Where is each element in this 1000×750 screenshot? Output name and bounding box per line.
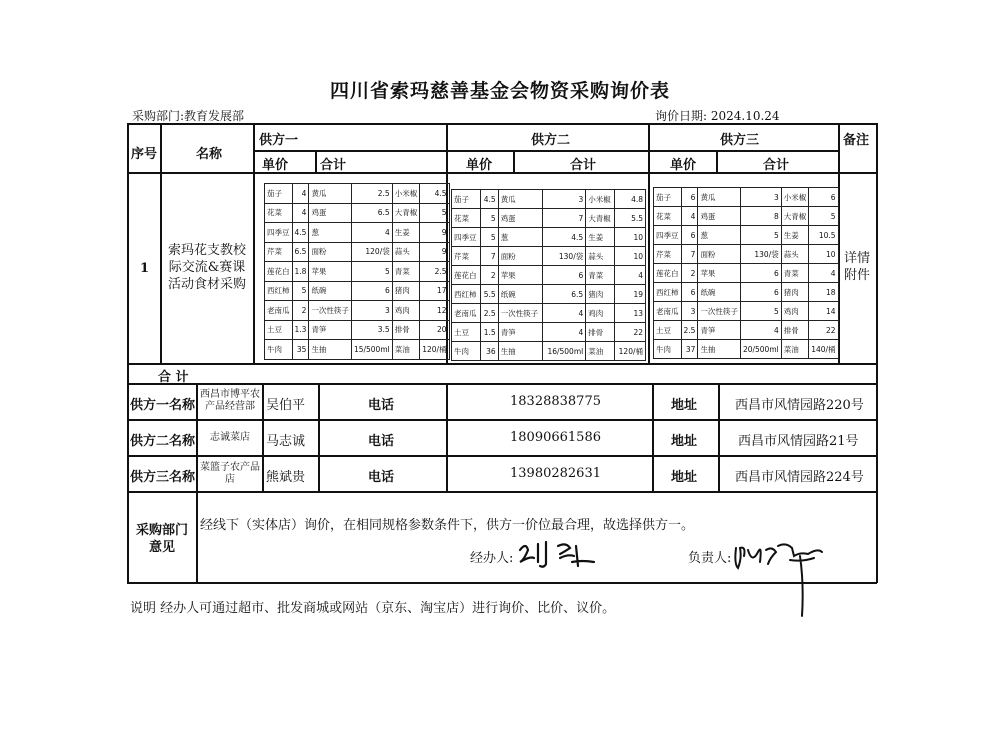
quote-item-name: 土豆 <box>452 323 481 342</box>
department-label: 采购部门:教育发展部 <box>132 109 245 123</box>
supplier2-phone-label: 电话 <box>368 434 395 449</box>
quote-item-price: 22 <box>615 323 646 342</box>
quote-row <box>452 266 646 285</box>
header-seq: 序号 <box>131 147 158 162</box>
supplier1-address: 西昌市风情园路220号 <box>735 398 864 413</box>
quote-item-price: 130/袋 <box>543 247 586 266</box>
quote-row <box>654 283 839 302</box>
supplier2-quote-table <box>451 189 646 361</box>
quote-item-price: 2 <box>681 264 698 283</box>
quote-item-name: 西红柿 <box>654 283 682 302</box>
quote-row <box>452 304 646 323</box>
quote-item-price: 20/500ml <box>740 340 781 359</box>
quote-row <box>265 184 450 204</box>
supplier3-quote-table <box>653 187 839 359</box>
quote-item-price: 17 <box>420 281 449 301</box>
quote-item-price: 5.5 <box>615 209 646 228</box>
quote-item-price: 16/500ml <box>543 342 586 361</box>
quote-row <box>265 281 450 301</box>
quote-item-price: 6 <box>681 226 698 245</box>
quote-item-name: 四季豆 <box>265 223 293 243</box>
header-remark: 备注 <box>843 133 870 148</box>
quote-item-name: 蒜头 <box>586 247 615 266</box>
quote-item-name: 四季豆 <box>654 226 682 245</box>
quote-item-price: 4 <box>809 264 838 283</box>
header-unit-price-3: 单价 <box>670 158 697 173</box>
quote-item-name: 面粉 <box>698 245 741 264</box>
quote-item-price: 6 <box>740 283 781 302</box>
quote-item-name: 猪肉 <box>392 281 420 301</box>
quote-row <box>654 302 839 321</box>
quote-item-price: 37 <box>681 340 698 359</box>
supplier2-address-label: 地址 <box>671 434 698 449</box>
quote-item-name: 苹果 <box>498 266 543 285</box>
quote-item-name: 鸡蛋 <box>309 203 352 223</box>
footnote: 说明 经办人可通过超市、批发商城或网站（京东、淘宝店）进行询价、比价、议价。 <box>130 601 616 616</box>
quote-item-price: 6 <box>809 188 838 207</box>
quote-item-name: 青笋 <box>498 323 543 342</box>
quote-item-name: 鸡肉 <box>392 301 420 321</box>
quote-item-name: 青菜 <box>586 266 615 285</box>
header-supplier3: 供方三 <box>720 133 760 148</box>
quote-item-price: 6.5 <box>543 285 586 304</box>
quote-item-price: 4.8 <box>615 190 646 209</box>
leader-label: 负责人: <box>688 551 732 566</box>
quote-row <box>265 301 450 321</box>
supplier2-label: 供方二名称 <box>130 434 196 449</box>
quote-item-name: 牛肉 <box>654 340 682 359</box>
quote-item-name: 土豆 <box>654 321 682 340</box>
quote-item-price: 1.3 <box>292 320 309 340</box>
quote-item-name: 鸡肉 <box>586 304 615 323</box>
quote-item-name: 鸡蛋 <box>698 207 741 226</box>
quote-item-price: 4.5 <box>543 228 586 247</box>
quote-item-name: 苹果 <box>698 264 741 283</box>
quote-item-name: 土豆 <box>265 320 293 340</box>
quote-item-price: 3 <box>740 188 781 207</box>
quote-row <box>452 209 646 228</box>
quote-item-price: 9 <box>420 223 449 243</box>
quote-item-price: 10 <box>809 245 838 264</box>
header-supplier2: 供方二 <box>531 133 571 148</box>
item-seq: 1 <box>140 261 150 276</box>
quote-item-name: 牛肉 <box>265 340 293 360</box>
quote-item-price: 6 <box>351 281 392 301</box>
opinion-text: 经线下（实体店）询价，在相同规格参数条件下，供方一价位最合理，故选择供方一。 <box>200 518 695 533</box>
quote-item-name: 一次性筷子 <box>309 301 352 321</box>
quote-item-name: 蒜头 <box>781 245 809 264</box>
quote-item-name: 葱 <box>309 223 352 243</box>
quote-row <box>265 320 450 340</box>
quote-item-price: 2.5 <box>480 304 498 323</box>
quote-item-price: 5.5 <box>480 285 498 304</box>
supplier3-address-label: 地址 <box>671 470 698 485</box>
quote-item-name: 黄瓜 <box>309 184 352 204</box>
quote-item-price: 6 <box>740 264 781 283</box>
quote-item-name: 纸碗 <box>498 285 543 304</box>
supplier3-phone-label: 电话 <box>368 470 395 485</box>
quote-item-price: 6 <box>681 188 698 207</box>
quote-item-price: 6.5 <box>351 203 392 223</box>
quote-item-price: 2.5 <box>681 321 698 340</box>
supplier3-contact: 熊斌贵 <box>266 470 306 485</box>
quote-item-name: 猪肉 <box>586 285 615 304</box>
quote-item-price: 2.5 <box>420 262 449 282</box>
quote-item-name: 面粉 <box>309 242 352 262</box>
quote-row <box>654 340 839 359</box>
quote-item-name: 生姜 <box>586 228 615 247</box>
quote-item-price: 130/袋 <box>740 245 781 264</box>
quote-item-name: 菜油 <box>392 340 420 360</box>
quote-item-price: 120/桶 <box>420 340 449 360</box>
quote-item-price: 20 <box>420 320 449 340</box>
quote-item-name: 芹菜 <box>452 247 481 266</box>
quote-item-name: 蒜头 <box>392 242 420 262</box>
supplier1-phone-label: 电话 <box>368 398 395 413</box>
quote-row <box>265 223 450 243</box>
quote-item-name: 排骨 <box>781 321 809 340</box>
supplier1-shop: 西昌市博平农产品经营部 <box>200 389 260 412</box>
quote-row <box>654 207 839 226</box>
quote-item-name: 大青椒 <box>586 209 615 228</box>
quote-item-name: 小米椒 <box>781 188 809 207</box>
quote-item-price: 5 <box>740 302 781 321</box>
quote-item-price: 10 <box>615 228 646 247</box>
quote-row <box>265 262 450 282</box>
quote-item-name: 青菜 <box>781 264 809 283</box>
quote-item-price: 120/袋 <box>351 242 392 262</box>
quote-item-price: 1.5 <box>480 323 498 342</box>
quote-item-price: 10.5 <box>809 226 838 245</box>
handler-signature <box>516 536 600 572</box>
quote-item-price: 7 <box>681 245 698 264</box>
quote-row <box>452 190 646 209</box>
quote-item-price: 3 <box>543 190 586 209</box>
quote-item-price: 5 <box>292 281 309 301</box>
quote-item-price: 8 <box>740 207 781 226</box>
quote-row <box>452 323 646 342</box>
quote-item-price: 36 <box>480 342 498 361</box>
item-name: 索玛花支教校际交流&赛课活动食材采购 <box>167 243 246 292</box>
quote-item-price: 35 <box>292 340 309 360</box>
quote-item-price: 3 <box>681 302 698 321</box>
quote-item-price: 4 <box>292 184 309 204</box>
quote-item-price: 2.5 <box>351 184 392 204</box>
quote-row <box>654 188 839 207</box>
quote-item-name: 牛肉 <box>452 342 481 361</box>
quote-item-price: 3 <box>351 301 392 321</box>
quote-row <box>654 226 839 245</box>
quote-item-name: 一次性筷子 <box>498 304 543 323</box>
supplier3-label: 供方三名称 <box>130 470 196 485</box>
quote-item-name: 青菜 <box>392 262 420 282</box>
quote-item-name: 大青椒 <box>781 207 809 226</box>
quote-item-name: 四季豆 <box>452 228 481 247</box>
quote-item-name: 黄瓜 <box>498 190 543 209</box>
quote-item-name: 芹菜 <box>654 245 682 264</box>
supplier1-address-label: 地址 <box>671 398 698 413</box>
quote-item-name: 黄瓜 <box>698 188 741 207</box>
header-total-1: 合计 <box>320 158 347 173</box>
quote-item-price: 5 <box>480 209 498 228</box>
supplier2-address: 西昌市风情园路21号 <box>738 434 859 449</box>
quote-row <box>654 245 839 264</box>
quote-item-price: 4 <box>292 203 309 223</box>
leader-signature <box>730 534 840 624</box>
quote-item-name: 菜油 <box>586 342 615 361</box>
header-supplier1: 供方一 <box>259 133 299 148</box>
quote-item-name: 小米椒 <box>392 184 420 204</box>
quote-row <box>452 228 646 247</box>
quote-row <box>452 342 646 361</box>
quote-item-name: 小米椒 <box>586 190 615 209</box>
quote-item-price: 18 <box>809 283 838 302</box>
quote-item-price: 4 <box>543 304 586 323</box>
quote-item-name: 花菜 <box>654 207 682 226</box>
quote-item-price: 9 <box>420 242 449 262</box>
quote-item-name: 纸碗 <box>698 283 741 302</box>
supplier2-shop: 志诚菜店 <box>210 432 250 443</box>
quote-item-price: 13 <box>615 304 646 323</box>
inquiry-date: 询价日期: 2024.10.24 <box>655 109 780 123</box>
quote-item-price: 5 <box>740 226 781 245</box>
quote-item-price: 14 <box>809 302 838 321</box>
quote-item-price: 4 <box>681 207 698 226</box>
quote-row <box>265 203 450 223</box>
supplier1-label: 供方一名称 <box>130 398 196 413</box>
form-title: 四川省索玛慈善基金会物资采购询价表 <box>329 80 670 102</box>
quote-item-price: 120/桶 <box>615 342 646 361</box>
quote-item-price: 5 <box>420 203 449 223</box>
quote-item-name: 鸡肉 <box>781 302 809 321</box>
quote-item-price: 10 <box>615 247 646 266</box>
quote-item-price: 22 <box>809 321 838 340</box>
quote-item-price: 5 <box>480 228 498 247</box>
quote-item-price: 6 <box>681 283 698 302</box>
quote-row <box>654 321 839 340</box>
header-unit-price-1: 单价 <box>262 158 289 173</box>
quote-item-price: 4 <box>740 321 781 340</box>
quote-item-price: 6 <box>543 266 586 285</box>
quote-row <box>265 242 450 262</box>
supplier1-phone: 18328838775 <box>510 394 601 409</box>
quote-item-name: 青笋 <box>309 320 352 340</box>
quote-item-price: 7 <box>480 247 498 266</box>
quote-item-name: 芹菜 <box>265 242 293 262</box>
quote-item-price: 4.5 <box>420 184 449 204</box>
quote-item-price: 5 <box>351 262 392 282</box>
opinion-label: 采购部门意见 <box>135 523 188 555</box>
quote-row <box>452 285 646 304</box>
handler-label: 经办人: <box>470 551 514 566</box>
quote-item-name: 纸碗 <box>309 281 352 301</box>
quote-item-name: 生抽 <box>698 340 741 359</box>
quote-item-price: 6.5 <box>292 242 309 262</box>
quote-item-name: 莲花白 <box>452 266 481 285</box>
supplier3-address: 西昌市风情园路224号 <box>735 470 864 485</box>
quote-item-name: 老南瓜 <box>654 302 682 321</box>
quote-item-name: 葱 <box>498 228 543 247</box>
quote-item-name: 花菜 <box>265 203 293 223</box>
quote-item-name: 老南瓜 <box>452 304 481 323</box>
quote-item-name: 莲花白 <box>654 264 682 283</box>
quote-item-name: 茄子 <box>265 184 293 204</box>
quote-item-name: 生抽 <box>309 340 352 360</box>
quote-item-price: 19 <box>615 285 646 304</box>
quote-row <box>265 340 450 360</box>
supplier1-contact: 吴伯平 <box>266 398 306 413</box>
quote-item-price: 4 <box>615 266 646 285</box>
item-remark: 详情附件 <box>843 251 870 283</box>
quote-item-name: 苹果 <box>309 262 352 282</box>
supplier1-quote-table <box>264 183 450 360</box>
quote-item-name: 生抽 <box>498 342 543 361</box>
quote-row <box>654 264 839 283</box>
quote-item-name: 西红柿 <box>265 281 293 301</box>
quote-item-price: 4 <box>543 323 586 342</box>
quote-item-name: 猪肉 <box>781 283 809 302</box>
quote-item-name: 一次性筷子 <box>698 302 741 321</box>
quote-item-name: 菜油 <box>781 340 809 359</box>
quote-item-price: 4 <box>351 223 392 243</box>
quote-item-price: 140/桶 <box>809 340 838 359</box>
supplier2-phone: 18090661586 <box>510 430 601 445</box>
quote-item-name: 大青椒 <box>392 203 420 223</box>
quote-item-name: 青笋 <box>698 321 741 340</box>
quote-item-price: 2 <box>480 266 498 285</box>
quote-item-name: 面粉 <box>498 247 543 266</box>
quote-item-name: 生姜 <box>392 223 420 243</box>
quote-item-name: 排骨 <box>586 323 615 342</box>
quote-item-price: 12 <box>420 301 449 321</box>
quote-item-price: 5 <box>809 207 838 226</box>
quote-item-name: 茄子 <box>654 188 682 207</box>
supplier2-contact: 马志诚 <box>266 434 306 449</box>
quote-item-price: 3.5 <box>351 320 392 340</box>
header-total-2: 合计 <box>570 158 597 173</box>
quote-item-name: 茄子 <box>452 190 481 209</box>
quote-item-price: 2 <box>292 301 309 321</box>
quote-item-name: 老南瓜 <box>265 301 293 321</box>
header-total-3: 合计 <box>763 158 790 173</box>
quote-item-name: 鸡蛋 <box>498 209 543 228</box>
quote-item-name: 生姜 <box>781 226 809 245</box>
quote-item-name: 排骨 <box>392 320 420 340</box>
supplier3-phone: 13980282631 <box>510 466 601 481</box>
quote-item-name: 西红柿 <box>452 285 481 304</box>
header-name: 名称 <box>196 147 223 162</box>
total-row-label: 合 计 <box>158 370 189 385</box>
quote-item-name: 葱 <box>698 226 741 245</box>
quote-item-price: 1.8 <box>292 262 309 282</box>
quote-item-price: 4.5 <box>292 223 309 243</box>
quote-item-price: 7 <box>543 209 586 228</box>
supplier3-shop: 菜篮子农产品店 <box>200 462 260 485</box>
quote-item-name: 花菜 <box>452 209 481 228</box>
quote-item-price: 4.5 <box>480 190 498 209</box>
header-unit-price-2: 单价 <box>466 158 493 173</box>
quote-item-name: 莲花白 <box>265 262 293 282</box>
quote-row <box>452 247 646 266</box>
quote-item-price: 15/500ml <box>351 340 392 360</box>
